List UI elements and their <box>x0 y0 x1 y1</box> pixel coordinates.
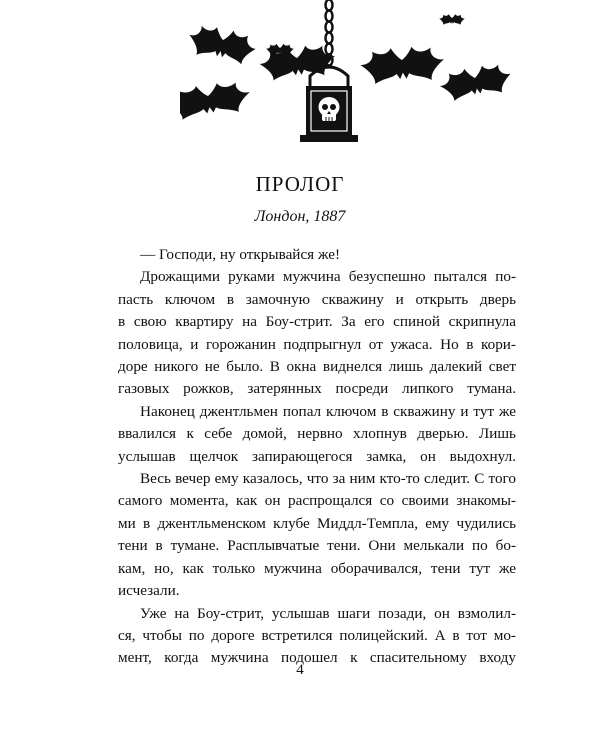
text-line: ся, чтобы по дороге встретился полицейский. А в тот мо- <box>118 626 516 644</box>
bat-icon <box>439 14 465 25</box>
text-line: пасть ключом в замочную скважину и открыть дверь <box>118 290 516 308</box>
text-line: Наконец джентльмен попал ключом в скважину и тут же <box>140 402 516 420</box>
page-number: 4 <box>296 662 304 678</box>
bat-icon <box>180 79 252 122</box>
text-line: услышав щелчок запирающегося замка, он выдохнул. <box>118 447 516 465</box>
text-line: в свою квартиру на Боу-стрит. За его спиной скрипнула <box>118 313 516 331</box>
chapter-illustration <box>180 0 510 150</box>
text-line: ввалился к себе домой, нервно хлопнув дверью. Лишь <box>118 425 516 443</box>
chapter-title: ПРОЛОГ <box>255 172 345 196</box>
bat-icon <box>359 45 445 85</box>
bat-icon <box>186 22 259 67</box>
text-line: ми в джентльменском клубе Миддл-Темпла, ему чудились <box>118 514 516 532</box>
text-line: Уже на Боу-стрит, услышав шаги позади, он взмолил- <box>140 604 516 622</box>
text-line: Дрожащими руками мужчина безуспешно пытался по- <box>140 268 516 286</box>
text-line: — Господи, ну открывайся же! <box>140 246 341 263</box>
bat-icon <box>438 61 510 103</box>
text-line: кам, но, как только мужчина оборачивался, тени тут же <box>118 559 516 577</box>
text-line: исчезали. <box>118 582 180 600</box>
text-line: газовых рожков, затерянных посреди липкого тумана. <box>118 380 516 398</box>
text-line: Весь вечер ему казалось, что за ним кто-то следит. С того <box>140 470 516 488</box>
text-line: самого момента, как он распрощался со своими знакомы- <box>118 492 516 510</box>
text-line: мент, когда мужчина подошел к спасительному входу <box>118 649 516 667</box>
chain-icon <box>326 0 333 66</box>
chapter-dateline: Лондон, 1887 <box>254 208 346 225</box>
text-line: половица, и горожанин подпрыгнул от ужаса. Но в кори- <box>118 335 516 353</box>
text-line: тени в тумане. Расплывчатые тени. Они мелькали по бо- <box>118 537 516 555</box>
body-text <box>118 244 516 670</box>
text-line: доре никого не было. В окна виднелся лишь далекий свет <box>118 358 516 376</box>
